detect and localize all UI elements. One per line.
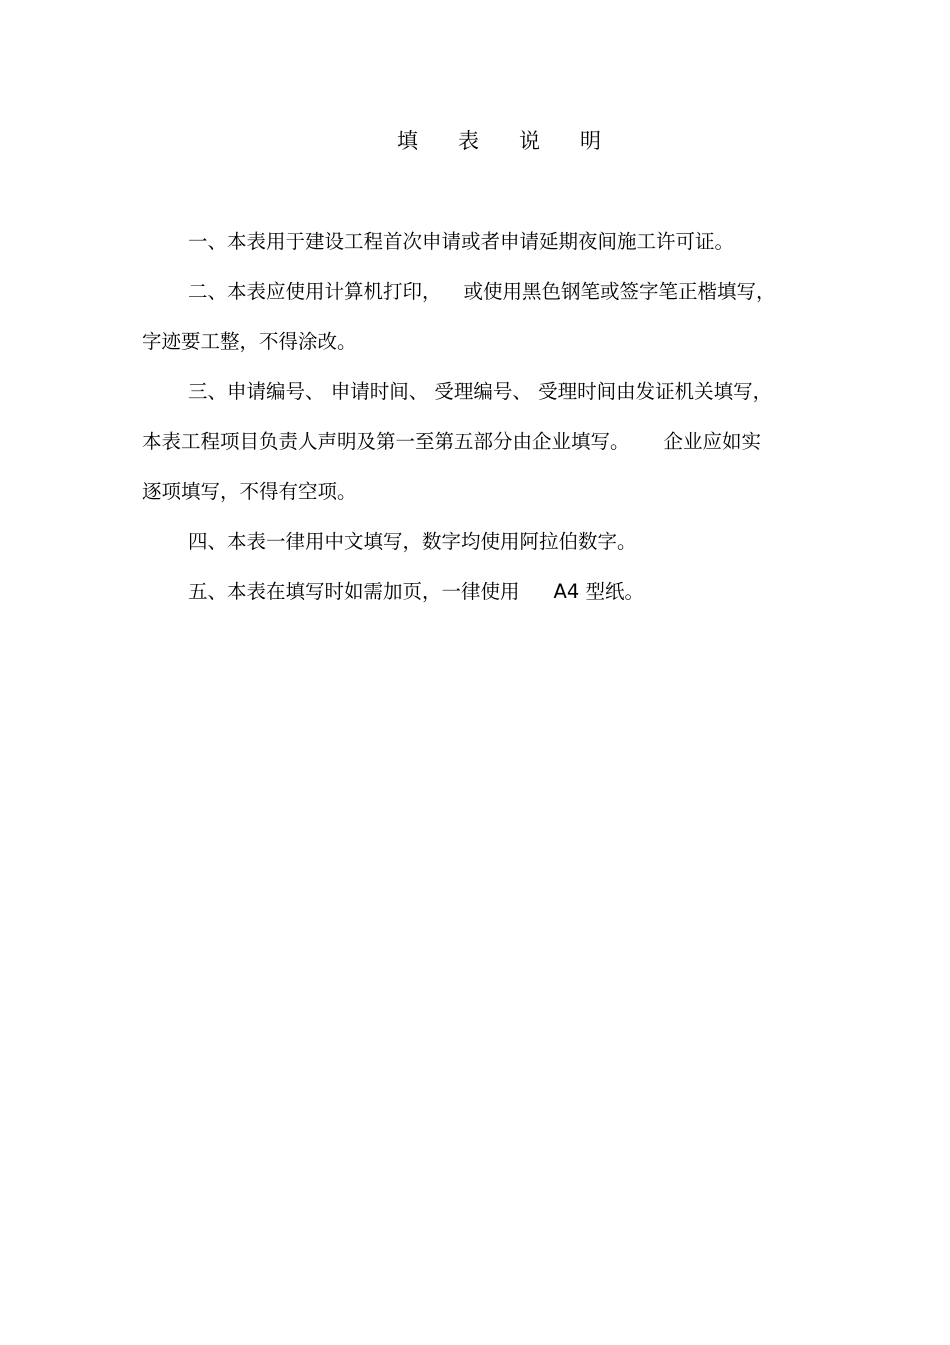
title-char: 说 bbox=[519, 129, 540, 153]
page-title bbox=[0, 126, 950, 156]
instruction-item-4 bbox=[142, 525, 807, 575]
title-char: 表 bbox=[458, 129, 479, 153]
instruction-text: 一、本表用于建设工程首次申请或者申请延期夜间施工许可证。 bbox=[188, 230, 735, 253]
instruction-text: 逐项填写，不得有空项。 bbox=[142, 480, 357, 503]
instruction-text: 三、申请编号、 申请时间、 受理编号、 受理时间由发证机关填写， bbox=[188, 380, 773, 403]
instruction-text: 本表工程项目负责人声明及第一至第五部分由企业填写。 bbox=[142, 430, 630, 453]
instruction-item-2 bbox=[142, 275, 807, 325]
instruction-text: A4 型纸。 bbox=[553, 580, 644, 603]
instruction-text: 二、本表应使用计算机打印， bbox=[188, 280, 442, 303]
instruction-text: 字迹要工整，不得涂改。 bbox=[142, 330, 357, 353]
title-char: 明 bbox=[580, 129, 601, 153]
instruction-item-3-continued bbox=[142, 425, 807, 475]
instruction-text: 企业应如实 bbox=[663, 430, 762, 453]
instruction-item-2-continued bbox=[142, 325, 807, 375]
title-row bbox=[397, 126, 601, 156]
instruction-item-1 bbox=[142, 225, 807, 275]
instruction-item-3-continued bbox=[142, 475, 807, 525]
title-char: 填 bbox=[397, 129, 418, 153]
instruction-item-5 bbox=[142, 575, 807, 625]
instructions-body bbox=[142, 225, 807, 625]
instruction-text: 五、本表在填写时如需加页，一律使用 bbox=[188, 580, 520, 603]
instruction-text: 或使用黑色钢笔或签字笔正楷填写， bbox=[463, 280, 776, 303]
instruction-item-3 bbox=[142, 375, 807, 425]
instruction-text: 四、本表一律用中文填写，数字均使用阿拉伯数字。 bbox=[188, 530, 637, 553]
